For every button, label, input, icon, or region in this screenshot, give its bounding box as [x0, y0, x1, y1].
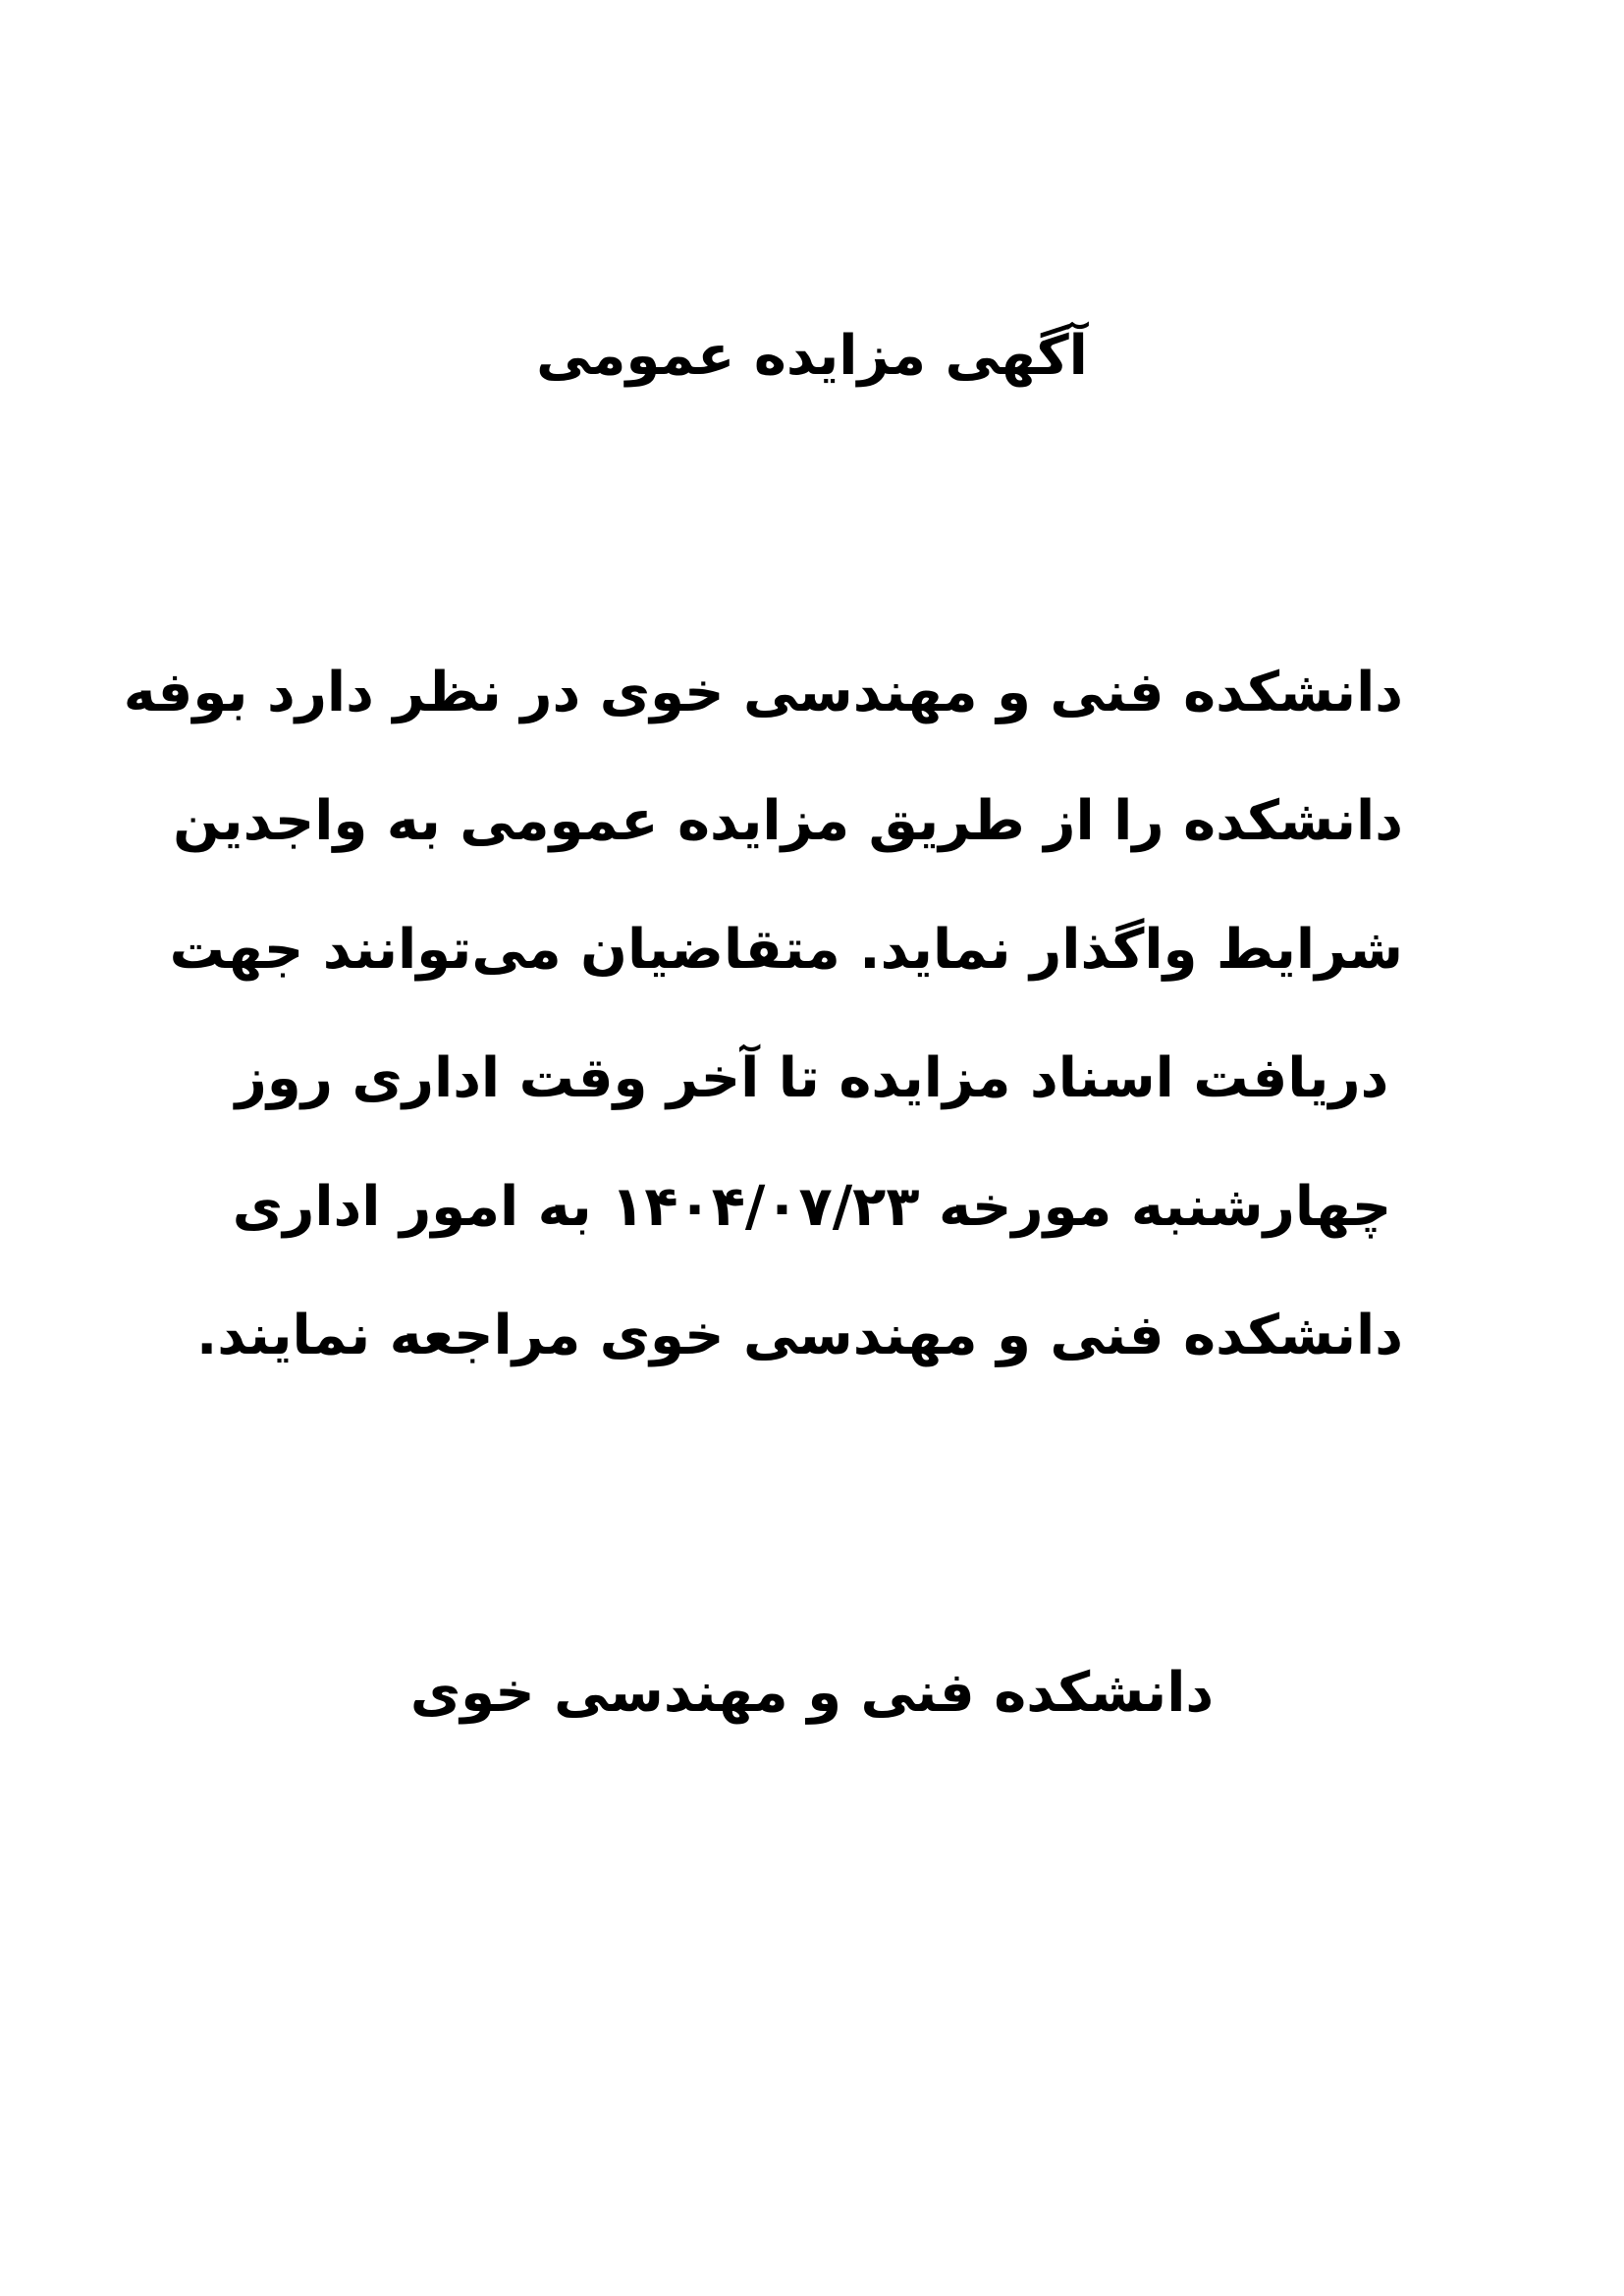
announcement-body [123, 628, 1403, 1400]
body-line: شرایط واگذار نماید. متقاضیان می‌توانند جهت [169, 918, 1403, 982]
body-line: دریافت اسناد مزایده تا آخر وقت اداری روز [235, 1046, 1389, 1110]
announcement-title: آگهی مزایده عمومی [536, 324, 1088, 388]
issuer-signature: دانشکده فنی و مهندسی خوی [409, 1661, 1215, 1725]
body-line: دانشکده را از طریق مزایده عمومی به واجدین [173, 789, 1403, 853]
body-line: چهارشنبه مورخه ۱۴۰۴/۰۷/۲۳ به امور اداری [232, 1175, 1392, 1239]
body-line: دانشکده فنی و مهندسی خوی مراجعه نمایند. [196, 1304, 1403, 1367]
body-line: دانشکده فنی و مهندسی خوی در نظر دارد بوفه [123, 661, 1403, 724]
